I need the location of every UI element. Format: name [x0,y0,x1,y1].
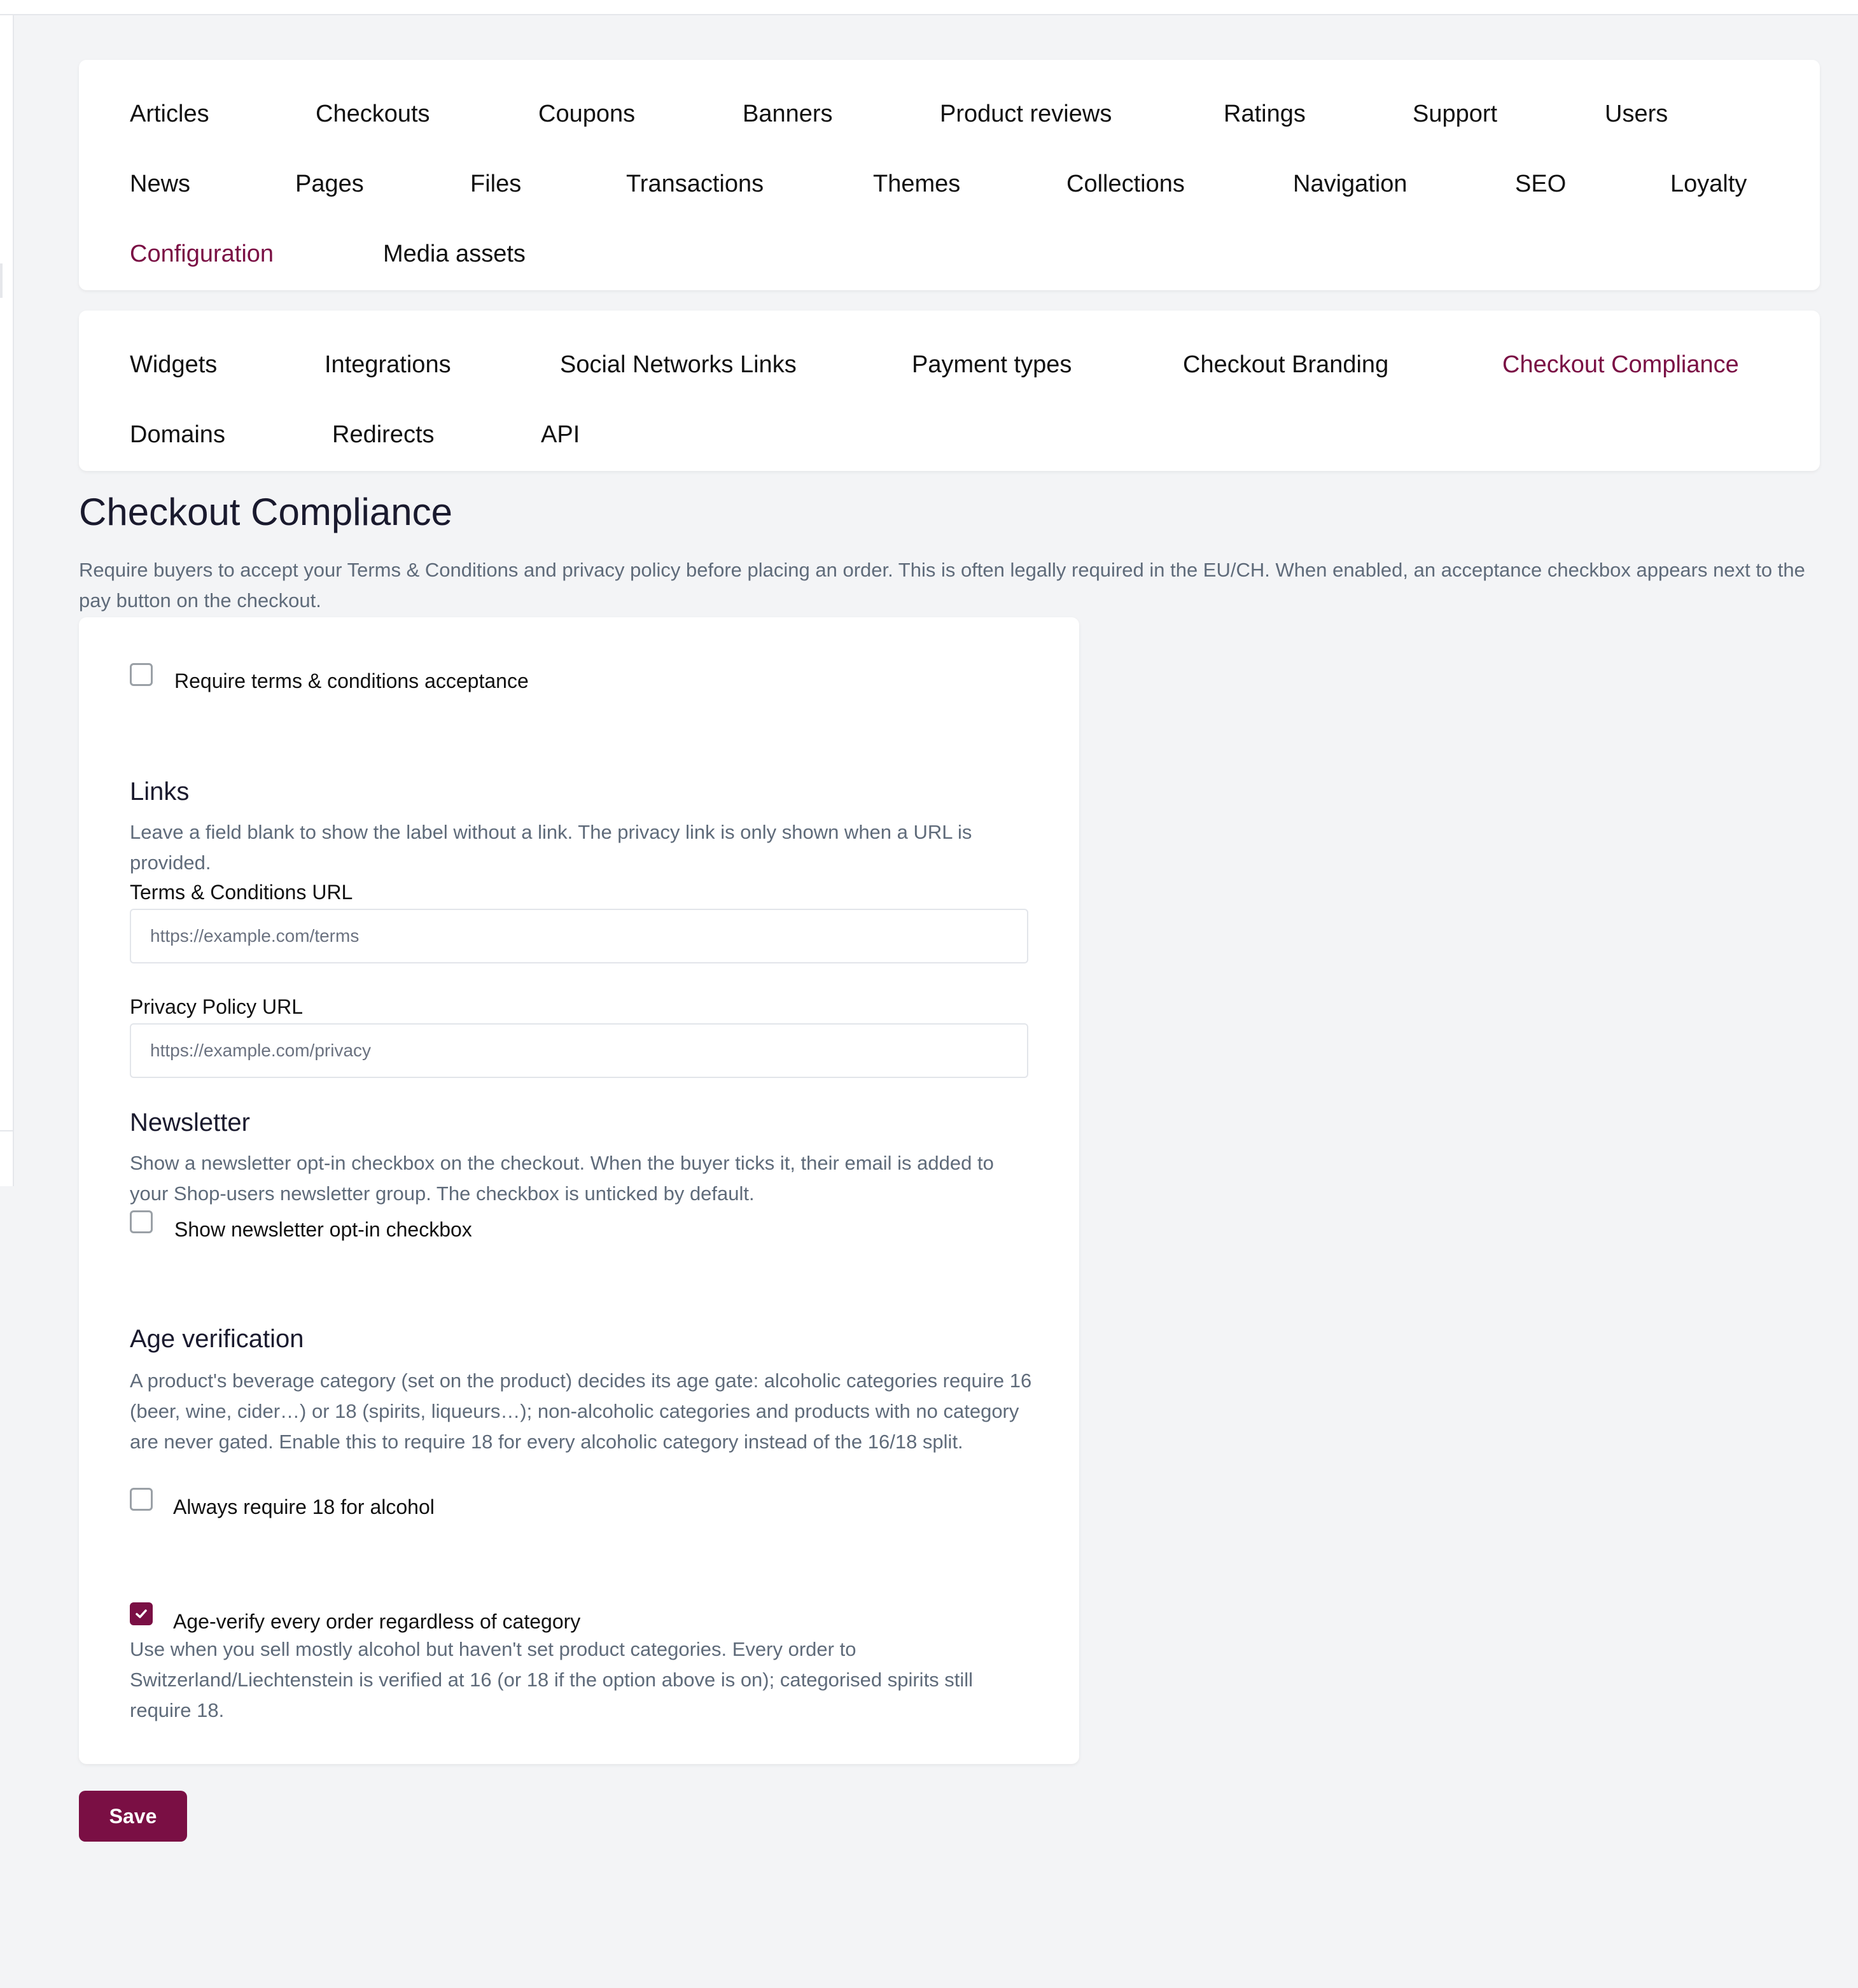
nav-item-transactions[interactable]: Transactions [626,170,764,197]
page-title: Checkout Compliance [79,491,452,533]
newsletter-help-text: Show a newsletter opt-in checkbox on the checkout. When the buyer ticks it, their email is added to your Shop-users newsletter group. The checkbox is unticked by default. [130,1152,994,1205]
sub-nav-row [130,330,1794,400]
subnav-item-domains[interactable]: Domains [130,421,225,448]
privacy-url-input[interactable] [130,1023,1028,1078]
age-verification-section-title: Age verification [130,1325,304,1353]
subnav-item-api[interactable]: API [541,421,580,448]
nav-item-checkouts[interactable]: Checkouts [316,100,430,127]
terms-acceptance-label[interactable]: Require terms & conditions acceptance [174,669,529,692]
compliance-form-card [79,617,1079,1764]
left-rail [0,15,14,1186]
nav-item-product-reviews[interactable]: Product reviews [940,100,1112,127]
subnav-item-widgets[interactable]: Widgets [130,351,218,378]
nav-item-navigation[interactable]: Navigation [1293,170,1407,197]
privacy-url-label: Privacy Policy URL [130,995,304,1018]
terms-acceptance-checkbox[interactable] [130,663,153,686]
nav-item-collections[interactable]: Collections [1066,170,1185,197]
save-button[interactable]: Save [79,1791,187,1842]
subnav-item-social-networks-links[interactable]: Social Networks Links [560,351,797,378]
left-rail-indicator [0,263,3,298]
page-description: Require buyers to accept your Terms & Conditions and privacy policy before placing an order. This is often legally required in the EU/CH. When enabled, an acceptance checkbox appears next to the pay button on the checkout. [79,559,1805,612]
nav-item-loyalty[interactable]: Loyalty [1670,170,1747,197]
nav-item-files[interactable]: Files [470,170,522,197]
subnav-item-checkout-branding[interactable]: Checkout Branding [1183,351,1389,378]
nav-item-configuration[interactable]: Configuration [130,240,274,267]
main-nav-row [130,219,1794,289]
subnav-item-payment-types[interactable]: Payment types [912,351,1072,378]
nav-item-support[interactable]: Support [1413,100,1498,127]
nav-item-seo[interactable]: SEO [1515,170,1567,197]
links-section-title: Links [130,778,190,806]
age-verify-every-order-help: Use when you sell mostly alcohol but haven't set product categories. Every order to Switzerland/Liechtenstein is verified at 16 (or 18 if the option above is on); categorised spirits still require 18. [130,1638,974,1721]
nav-item-themes[interactable]: Themes [873,170,961,197]
terms-url-input[interactable] [130,909,1028,963]
left-rail-divider [0,1130,13,1131]
subnav-item-redirects[interactable]: Redirects [332,421,435,448]
nav-item-banners[interactable]: Banners [743,100,833,127]
subnav-item-checkout-compliance[interactable]: Checkout Compliance [1502,351,1739,378]
main-nav [79,60,1820,290]
main-nav-row [130,149,1794,219]
nav-item-coupons[interactable]: Coupons [538,100,636,127]
links-help-text: Leave a field blank to show the label without a link. The privacy link is only shown when a URL is provided. [130,821,972,874]
newsletter-optin-label[interactable]: Show newsletter opt-in checkbox [174,1218,472,1241]
sub-nav-row [130,400,1794,470]
nav-item-media-assets[interactable]: Media assets [383,240,526,267]
nav-item-articles[interactable]: Articles [130,100,209,127]
config-sub-nav [79,311,1820,471]
nav-item-pages[interactable]: Pages [295,170,364,197]
always-18-checkbox[interactable] [130,1488,153,1511]
check-icon [134,1607,148,1621]
always-18-label[interactable]: Always require 18 for alcohol [173,1495,435,1518]
nav-item-news[interactable]: News [130,170,191,197]
top-bar [0,0,1858,15]
nav-item-ratings[interactable]: Ratings [1224,100,1306,127]
newsletter-optin-checkbox[interactable] [130,1210,153,1233]
nav-item-users[interactable]: Users [1605,100,1668,127]
subnav-item-integrations[interactable]: Integrations [325,351,451,378]
newsletter-section-title: Newsletter [130,1109,250,1137]
age-verify-every-order-checkbox[interactable] [130,1602,153,1625]
age-verification-help-text: A product's beverage category (set on the product) decides its age gate: alcoholic categories require 16 (beer, wine, cider…) or 18 (spirits, liqueurs…); non-alcoholic categories and products with no category are never gated. Enable this to require 18 for every alcoholic category instead of the 16/18 split. [130,1369,1032,1453]
main-nav-row [130,79,1794,149]
age-verify-every-order-label[interactable]: Age-verify every order regardless of category [173,1610,581,1633]
terms-url-label: Terms & Conditions URL [130,881,353,904]
